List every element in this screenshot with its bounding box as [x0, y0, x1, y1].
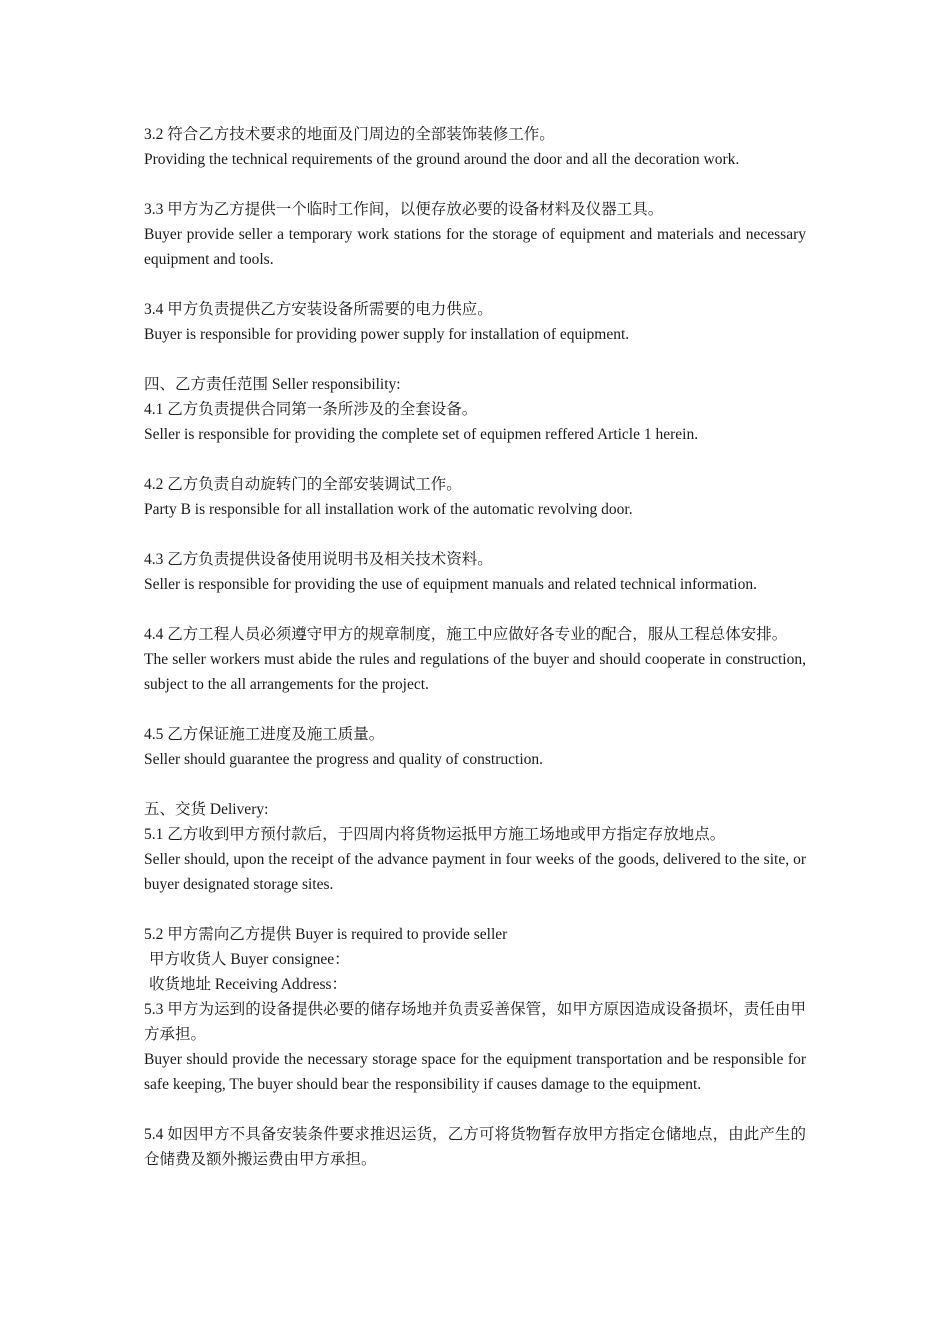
document-page — [144, 122, 806, 1172]
clause-4-5-chinese: 4.5 乙方保证施工进度及施工质量。 — [144, 726, 385, 743]
clause-5-3-chinese: 5.3 甲方为运到的设备提供必要的储存场地并负责妥善保管，如甲方原因造成设备损坏，责任由甲方承担。 — [144, 1001, 806, 1043]
paragraph-spacer — [144, 172, 806, 197]
section-4-heading: 四、乙方责任范围 Seller responsibility: — [144, 376, 401, 393]
clause-4-4-chinese: 4.4 乙方工程人员必须遵守甲方的规章制度，施工中应做好各专业的配合，服从工程总体安排。 — [144, 626, 788, 643]
clause-5-1-chinese: 5.1 乙方收到甲方预付款后，于四周内将货物运抵甲方施工场地或甲方指定存放地点。 — [144, 826, 726, 843]
receiving-address-field-label: 收货地址 Receiving Address： — [149, 976, 348, 993]
paragraph-spacer — [144, 347, 806, 372]
clause-4-5-english: Seller should guarantee the progress and quality of construction. — [144, 751, 544, 768]
clause-5-4-chinese: 5.4 如因甲方不具备安装条件要求推迟运货，乙方可将货物暂存放甲方指定仓储地点，由此产生的仓储费及额外搬运费由甲方承担。 — [144, 1126, 806, 1168]
paragraph-spacer — [144, 772, 806, 797]
paragraph-spacer — [144, 897, 806, 922]
clause-5-1-english: Seller should, upon the receipt of the advance payment in four weeks of the goods, delivered to the site, or buyer designated storage sites. — [144, 851, 806, 893]
clause-4-1-chinese: 4.1 乙方负责提供合同第一条所涉及的全套设备。 — [144, 401, 478, 418]
clause-3-3-english: Buyer provide seller a temporary work stations for the storage of equipment and materials and necessary equipment and tools. — [144, 226, 806, 268]
clause-3-2-chinese: 3.2 符合乙方技术要求的地面及门周边的全部装饰装修工作。 — [144, 126, 555, 143]
clause-4-2-chinese: 4.2 乙方负责自动旋转门的全部安装调试工作。 — [144, 476, 462, 493]
clause-3-2-english: Providing the technical requirements of the ground around the door and all the decoration work. — [144, 151, 740, 168]
clause-4-2-english: Party B is responsible for all installation work of the automatic revolving door. — [144, 501, 633, 518]
paragraph-spacer — [144, 447, 806, 472]
section-5-heading: 五、交货 Delivery: — [144, 801, 269, 818]
clause-3-4-chinese: 3.4 甲方负责提供乙方安装设备所需要的电力供应。 — [144, 301, 493, 318]
consignee-field-label: 甲方收货人 Buyer consignee： — [149, 951, 350, 968]
clause-3-4-english: Buyer is responsible for providing power supply for installation of equipment. — [144, 326, 630, 343]
paragraph-spacer — [144, 597, 806, 622]
paragraph-spacer — [144, 697, 806, 722]
paragraph-spacer — [144, 522, 806, 547]
clause-5-3-english: Buyer should provide the necessary storage space for the equipment transportation and be responsible for safe keeping, The buyer should bear the responsibility if causes damage to the equipment. — [144, 1051, 806, 1093]
clause-5-2-text: 5.2 甲方需向乙方提供 Buyer is required to provide seller — [144, 926, 508, 943]
clause-4-4-english: The seller workers must abide the rules and regulations of the buyer and should cooperate in construction, subject to the all arrangements for the project. — [144, 651, 806, 693]
clause-4-1-english: Seller is responsible for providing the complete set of equipmen reffered Article 1 herein. — [144, 426, 699, 443]
clause-4-3-chinese: 4.3 乙方负责提供设备使用说明书及相关技术资料。 — [144, 551, 493, 568]
clause-3-3-chinese: 3.3 甲方为乙方提供一个临时工作间，以便存放必要的设备材料及仪器工具。 — [144, 201, 664, 218]
paragraph-spacer — [144, 1097, 806, 1122]
paragraph-spacer — [144, 272, 806, 297]
clause-4-3-english: Seller is responsible for providing the use of equipment manuals and related technical information. — [144, 576, 757, 593]
